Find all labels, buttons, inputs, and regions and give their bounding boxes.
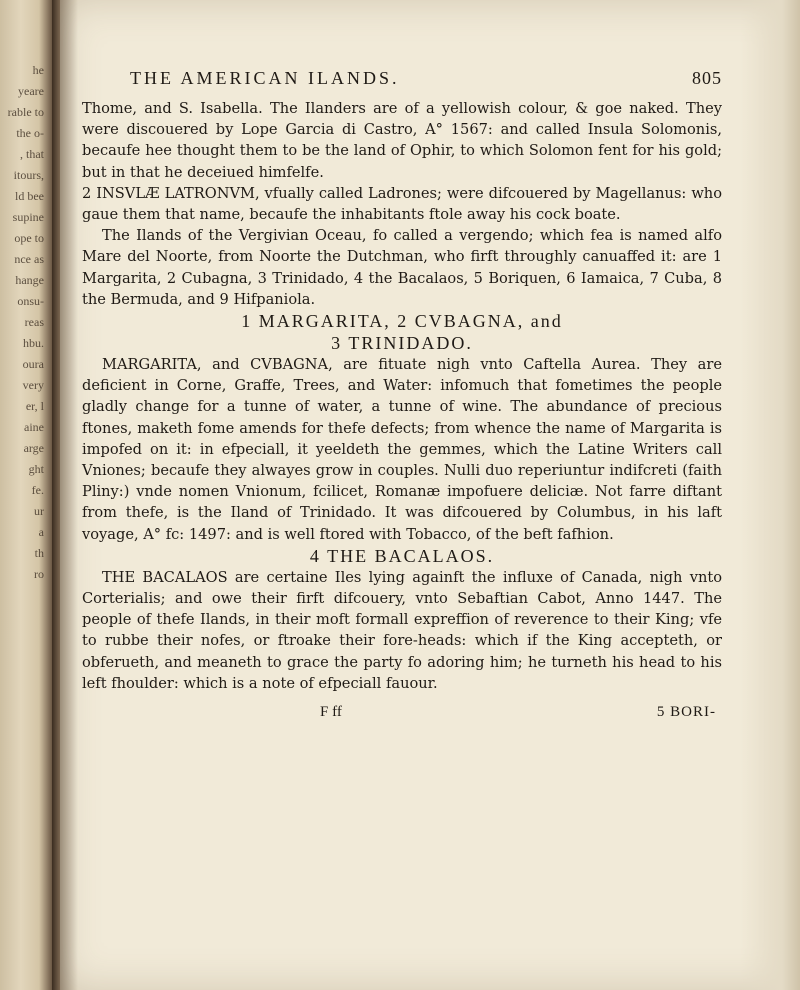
paragraph-margarita: MARGARITA, and CVBAGNA, are fituate nigh vnto Caftella Aurea. They are deficient in Corne, Graffe, Trees, and Water: infomuch that fometimes the people gladly change for a tunne of water, a tunne of wine. The abundance of precious ftones, maketh fome amends for thefe defects; from whence the name of Margarita is impofed on it: in efpeciall, it yeeldeth the gemmes, which the Latine Writers call Vniones; becaufe they alwayes grow in couples. Nulli duo reperiuntur indifcreti (faith Pliny:) vnde nomen Vnionum, fcilicet, Romanæ impofuere deliciæ. Not farre diftant from thefe, is the Iland of Trinidado. It was difcouered by Columbus, in his laft voyage, A° fc: 1497: and is well ftored with Tobacco, of the beft fafhion.	[82, 356, 722, 543]
page-number: 805	[692, 68, 722, 88]
adjacent-page-margin	[0, 0, 52, 990]
running-title: THE AMERICAN ILANDS.	[130, 68, 400, 88]
binding-shadow	[60, 0, 78, 990]
book-gutter	[52, 0, 60, 990]
section-heading-bacalaos: 4 THE BACALAOS.	[309, 545, 495, 566]
paragraph-ladrones: 2 INSVLÆ LATRONVM, vfually called Ladrones; were difcouered by Magellanus: who gaue them that name, becaufe the inhabitants ftole away his cock boate.	[82, 184, 722, 224]
page-edge	[740, 0, 800, 990]
paragraph-bacalaos: THE BACALAOS are certaine Iles lying againft the influxe of Canada, nigh vnto Corterialis; and owe their firft difcouery, vnto Sebaftian Cabot, Anno 1447. The people of thefe Ilands, in their moft formall expreffion of reverence to their King; vfe to rubbe their nofes, or ftroake their fore-heads: which if the King accepteth, or obferueth, and meaneth to grace the party fo adoring him; he turneth his head to his left fhoulder: which is a note of efpeciall fauour.	[82, 568, 722, 692]
page-footer	[82, 698, 722, 728]
section-heading-trinidado: 3 TRINIDADO.	[331, 333, 473, 354]
paragraph-solomon-islands: Thome, and S. Isabella. The Ilanders are of a yellowish colour, & goe naked. They were discouered by Lope Garcia di Castro, A° 1567: and called Insula Solomonis, becaufe hee thought them to be the land of Ophir, to which Solomon fent for his gold; but in that he deceiued himfelfe.	[82, 100, 722, 181]
page-header	[82, 68, 722, 98]
signature-mark: F ff	[320, 704, 342, 721]
page-content	[82, 68, 722, 728]
paragraph-vergivian-ocean: The Ilands of the Vergivian Oceau, fo called a vergendo; which fea is named alfo Mare del Noorte, from Noorte the Dutchman, who firft throughly canuaffed it: are 1 Margarita, 2 Cubagna, 3 Trinidado, 4 the Bacalaos, 5 Boriquen, 6 Iamaica, 7 Cuba, 8 the Bermuda, and 9 Hifpaniola.	[82, 227, 722, 308]
catchword: 5 BORI-	[656, 704, 716, 721]
section-heading-margarita: 1 MARGARITA, 2 CVBAGNA, and	[241, 311, 563, 332]
adjacent-page-text: he yeare rable to the o- , that itours, ld bee supine ope to nce as hange onsu- reas hbu. oura very er, l aine arge ght fe. ur a th ro	[7, 63, 44, 581]
